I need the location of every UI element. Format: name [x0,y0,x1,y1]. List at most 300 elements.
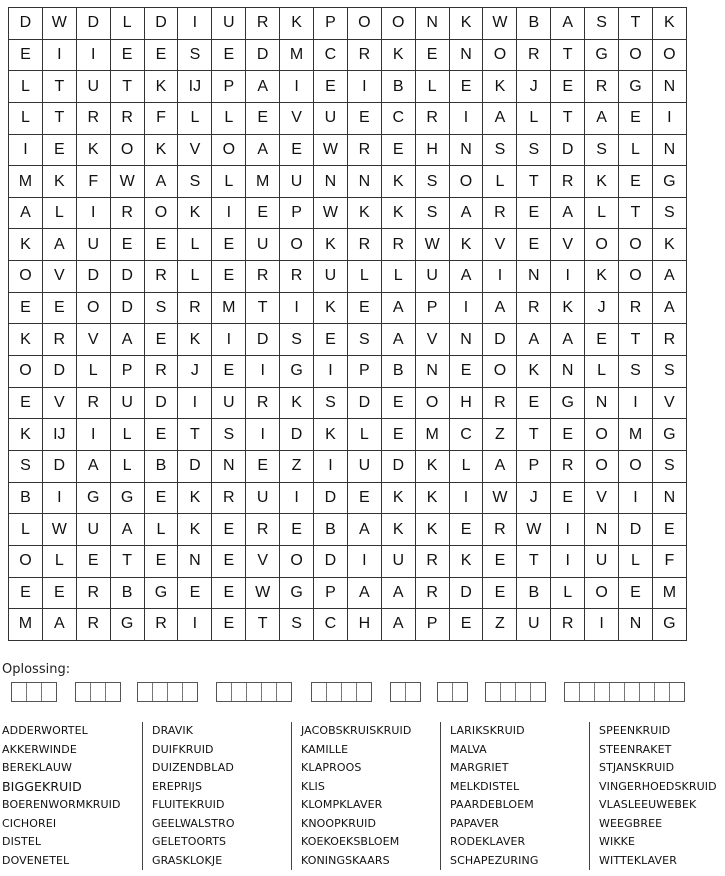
grid-cell[interactable]: P [280,198,314,230]
grid-cell[interactable]: A [551,198,585,230]
grid-cell[interactable]: W [517,514,551,546]
grid-cell[interactable]: E [145,229,179,261]
grid-cell[interactable]: T [619,324,653,356]
solution-letter-box[interactable] [531,683,546,701]
grid-cell[interactable]: E [450,514,484,546]
grid-cell[interactable]: I [619,483,653,515]
grid-cell[interactable]: F [145,103,179,135]
grid-cell[interactable]: I [653,103,687,135]
grid-cell[interactable]: O [111,135,145,167]
grid-cell[interactable]: I [178,609,212,641]
grid-cell[interactable]: N [585,388,619,420]
grid-cell[interactable]: G [111,609,145,641]
grid-cell[interactable]: R [348,135,382,167]
grid-cell[interactable]: R [145,609,179,641]
grid-cell[interactable]: O [9,356,43,388]
grid-cell[interactable]: W [314,135,348,167]
grid-cell[interactable]: I [280,483,314,515]
grid-cell[interactable]: K [416,451,450,483]
grid-cell[interactable]: N [551,356,585,388]
grid-cell[interactable]: K [178,198,212,230]
grid-cell[interactable]: B [111,578,145,610]
grid-cell[interactable]: B [314,514,348,546]
grid-cell[interactable]: G [77,483,111,515]
grid-cell[interactable]: U [246,483,280,515]
grid-cell[interactable]: I [246,356,280,388]
grid-cell[interactable]: O [619,451,653,483]
grid-cell[interactable]: G [653,609,687,641]
grid-cell[interactable]: P [348,356,382,388]
grid-cell[interactable]: L [9,103,43,135]
solution-letter-box[interactable] [391,683,406,701]
grid-cell[interactable]: M [246,166,280,198]
grid-cell[interactable]: I [43,40,77,72]
grid-cell[interactable]: M [416,419,450,451]
grid-cell[interactable]: E [246,451,280,483]
grid-cell[interactable]: S [416,166,450,198]
grid-cell[interactable]: E [348,103,382,135]
grid-cell[interactable]: A [9,198,43,230]
grid-cell[interactable]: A [43,609,77,641]
grid-cell[interactable]: E [382,419,416,451]
grid-cell[interactable]: P [111,356,145,388]
grid-cell[interactable]: D [77,8,111,40]
solution-letter-box[interactable] [595,683,610,701]
solution-letter-box[interactable] [232,683,247,701]
solution-letter-box[interactable] [640,683,655,701]
grid-cell[interactable]: L [483,166,517,198]
grid-cell[interactable]: E [9,293,43,325]
grid-cell[interactable]: E [212,229,246,261]
grid-cell[interactable]: N [212,451,246,483]
grid-cell[interactable]: E [450,71,484,103]
grid-cell[interactable]: E [619,166,653,198]
grid-cell[interactable]: I [483,261,517,293]
grid-cell[interactable]: L [450,451,484,483]
grid-cell[interactable]: L [212,103,246,135]
grid-cell[interactable]: U [212,388,246,420]
grid-cell[interactable]: D [246,40,280,72]
grid-cell[interactable]: M [280,40,314,72]
grid-cell[interactable]: L [517,103,551,135]
grid-cell[interactable]: S [619,356,653,388]
grid-cell[interactable]: D [77,261,111,293]
grid-cell[interactable]: I [178,8,212,40]
grid-cell[interactable]: B [517,578,551,610]
grid-cell[interactable]: L [9,514,43,546]
grid-cell[interactable]: R [77,578,111,610]
grid-cell[interactable]: B [145,451,179,483]
grid-cell[interactable]: E [43,135,77,167]
grid-cell[interactable]: S [9,451,43,483]
grid-cell[interactable]: E [653,514,687,546]
grid-cell[interactable]: O [585,419,619,451]
grid-cell[interactable]: L [619,546,653,578]
grid-cell[interactable]: N [450,40,484,72]
grid-cell[interactable]: N [653,483,687,515]
grid-cell[interactable]: A [551,324,585,356]
grid-cell[interactable]: I [551,514,585,546]
grid-cell[interactable]: V [551,229,585,261]
grid-cell[interactable]: H [450,388,484,420]
solution-letter-box[interactable] [183,683,198,701]
grid-cell[interactable]: L [585,356,619,388]
grid-cell[interactable]: E [43,293,77,325]
grid-cell[interactable]: R [77,388,111,420]
grid-cell[interactable]: R [416,103,450,135]
solution-letter-box[interactable] [42,683,57,701]
grid-cell[interactable]: U [246,229,280,261]
grid-cell[interactable]: E [145,546,179,578]
grid-cell[interactable]: A [450,261,484,293]
grid-cell[interactable]: A [348,578,382,610]
grid-cell[interactable]: I [585,609,619,641]
grid-cell[interactable]: I [178,388,212,420]
grid-cell[interactable]: E [43,578,77,610]
grid-cell[interactable]: K [653,8,687,40]
grid-cell[interactable]: E [416,40,450,72]
grid-cell[interactable]: R [585,71,619,103]
solution-letter-box[interactable] [565,683,580,701]
grid-cell[interactable]: W [483,483,517,515]
grid-cell[interactable]: K [348,198,382,230]
grid-cell[interactable]: L [9,71,43,103]
grid-cell[interactable]: E [382,388,416,420]
solution-letter-box[interactable] [106,683,121,701]
grid-cell[interactable]: H [416,135,450,167]
grid-cell[interactable]: E [9,578,43,610]
grid-cell[interactable]: D [314,546,348,578]
grid-cell[interactable]: L [348,261,382,293]
grid-cell[interactable]: I [314,451,348,483]
solution-letter-box[interactable] [217,683,232,701]
grid-cell[interactable]: O [348,8,382,40]
grid-cell[interactable]: IJ [178,71,212,103]
grid-cell[interactable]: R [382,229,416,261]
grid-cell[interactable]: T [619,198,653,230]
grid-cell[interactable]: A [382,293,416,325]
grid-cell[interactable]: K [483,71,517,103]
grid-cell[interactable]: R [145,261,179,293]
solution-letter-box[interactable] [327,683,342,701]
grid-cell[interactable]: I [619,388,653,420]
grid-cell[interactable]: E [246,198,280,230]
grid-cell[interactable]: I [450,483,484,515]
grid-cell[interactable]: T [551,103,585,135]
grid-cell[interactable]: K [382,514,416,546]
grid-cell[interactable]: A [483,451,517,483]
grid-cell[interactable]: U [77,229,111,261]
grid-cell[interactable]: K [416,514,450,546]
grid-cell[interactable]: A [382,578,416,610]
grid-cell[interactable]: P [517,451,551,483]
grid-cell[interactable]: S [585,135,619,167]
grid-cell[interactable]: I [551,261,585,293]
grid-cell[interactable]: A [145,166,179,198]
grid-cell[interactable]: D [111,261,145,293]
grid-cell[interactable]: D [178,451,212,483]
grid-cell[interactable]: N [517,261,551,293]
grid-cell[interactable]: M [9,609,43,641]
grid-cell[interactable]: R [145,356,179,388]
grid-cell[interactable]: E [619,103,653,135]
grid-cell[interactable]: R [483,198,517,230]
grid-cell[interactable]: V [585,483,619,515]
grid-cell[interactable]: D [382,451,416,483]
grid-cell[interactable]: E [9,40,43,72]
grid-cell[interactable]: V [483,229,517,261]
grid-cell[interactable]: R [551,166,585,198]
grid-cell[interactable]: N [619,609,653,641]
grid-cell[interactable]: L [382,261,416,293]
grid-cell[interactable]: G [551,388,585,420]
grid-cell[interactable]: O [585,229,619,261]
grid-cell[interactable]: W [314,198,348,230]
grid-cell[interactable]: L [212,166,246,198]
grid-cell[interactable]: O [416,388,450,420]
grid-cell[interactable]: L [43,198,77,230]
grid-cell[interactable]: S [314,388,348,420]
grid-cell[interactable]: N [314,166,348,198]
grid-cell[interactable]: E [551,419,585,451]
solution-letter-box[interactable] [610,683,625,701]
grid-cell[interactable]: N [416,356,450,388]
grid-cell[interactable]: L [178,261,212,293]
grid-cell[interactable]: S [145,293,179,325]
grid-cell[interactable]: E [517,198,551,230]
grid-cell[interactable]: A [111,324,145,356]
grid-cell[interactable]: E [551,483,585,515]
grid-cell[interactable]: A [246,71,280,103]
grid-cell[interactable]: K [280,388,314,420]
grid-cell[interactable]: K [517,356,551,388]
grid-cell[interactable]: S [416,198,450,230]
grid-cell[interactable]: A [382,609,416,641]
grid-cell[interactable]: K [450,8,484,40]
grid-cell[interactable]: R [246,388,280,420]
grid-cell[interactable]: O [77,293,111,325]
grid-cell[interactable]: S [483,135,517,167]
grid-cell[interactable]: A [111,514,145,546]
grid-cell[interactable]: K [9,419,43,451]
grid-cell[interactable]: L [619,135,653,167]
grid-cell[interactable]: R [348,40,382,72]
grid-cell[interactable]: D [450,578,484,610]
grid-cell[interactable]: U [212,8,246,40]
grid-cell[interactable]: T [111,71,145,103]
grid-cell[interactable]: J [517,71,551,103]
grid-cell[interactable]: K [382,40,416,72]
grid-cell[interactable]: T [246,293,280,325]
grid-cell[interactable]: Z [483,419,517,451]
grid-cell[interactable]: I [348,71,382,103]
grid-cell[interactable]: C [314,40,348,72]
grid-cell[interactable]: E [314,71,348,103]
grid-cell[interactable]: E [348,293,382,325]
grid-cell[interactable]: G [619,71,653,103]
grid-cell[interactable]: A [483,103,517,135]
grid-cell[interactable]: E [212,514,246,546]
grid-cell[interactable]: W [416,229,450,261]
solution-letter-box[interactable] [76,683,91,701]
grid-cell[interactable]: R [416,578,450,610]
grid-cell[interactable]: G [280,578,314,610]
grid-cell[interactable]: E [145,419,179,451]
grid-cell[interactable]: B [382,356,416,388]
grid-cell[interactable]: M [212,293,246,325]
grid-cell[interactable]: O [585,451,619,483]
grid-cell[interactable]: V [43,388,77,420]
grid-cell[interactable]: T [43,71,77,103]
grid-cell[interactable]: K [551,293,585,325]
grid-cell[interactable]: K [382,483,416,515]
grid-cell[interactable]: M [619,419,653,451]
grid-cell[interactable]: S [653,451,687,483]
grid-cell[interactable]: O [653,40,687,72]
grid-cell[interactable]: E [585,324,619,356]
grid-cell[interactable]: O [619,261,653,293]
grid-cell[interactable]: K [314,419,348,451]
grid-cell[interactable]: E [348,483,382,515]
grid-cell[interactable]: L [416,71,450,103]
grid-cell[interactable]: Z [280,451,314,483]
grid-cell[interactable]: U [77,514,111,546]
grid-cell[interactable]: U [314,261,348,293]
grid-cell[interactable]: D [246,324,280,356]
grid-cell[interactable]: E [551,71,585,103]
grid-cell[interactable]: E [145,40,179,72]
grid-cell[interactable]: T [551,40,585,72]
solution-letter-box[interactable] [12,683,27,701]
grid-cell[interactable]: R [77,609,111,641]
grid-cell[interactable]: E [517,388,551,420]
grid-cell[interactable]: K [145,135,179,167]
grid-cell[interactable]: V [246,546,280,578]
grid-cell[interactable]: U [382,546,416,578]
grid-cell[interactable]: D [145,388,179,420]
solution-letter-box[interactable] [168,683,183,701]
grid-cell[interactable]: M [653,578,687,610]
grid-cell[interactable]: O [382,8,416,40]
grid-cell[interactable]: O [212,135,246,167]
grid-cell[interactable]: G [280,356,314,388]
grid-cell[interactable]: E [212,40,246,72]
grid-cell[interactable]: A [483,293,517,325]
grid-cell[interactable]: L [585,198,619,230]
grid-cell[interactable]: E [178,578,212,610]
solution-letter-box[interactable] [438,683,453,701]
grid-cell[interactable]: R [483,514,517,546]
grid-cell[interactable]: K [416,483,450,515]
grid-cell[interactable]: E [9,388,43,420]
grid-cell[interactable]: O [9,546,43,578]
grid-cell[interactable]: T [246,609,280,641]
grid-cell[interactable]: K [9,229,43,261]
grid-cell[interactable]: U [348,451,382,483]
grid-cell[interactable]: E [280,135,314,167]
grid-cell[interactable]: L [111,8,145,40]
grid-cell[interactable]: I [212,324,246,356]
grid-cell[interactable]: C [314,609,348,641]
grid-cell[interactable]: T [43,103,77,135]
grid-cell[interactable]: P [314,578,348,610]
grid-cell[interactable]: V [43,261,77,293]
grid-cell[interactable]: K [43,166,77,198]
grid-cell[interactable]: R [348,229,382,261]
grid-cell[interactable]: L [348,419,382,451]
grid-cell[interactable]: E [619,578,653,610]
grid-cell[interactable]: I [551,546,585,578]
grid-cell[interactable]: V [280,103,314,135]
grid-cell[interactable]: E [212,609,246,641]
grid-cell[interactable]: I [77,40,111,72]
grid-cell[interactable]: U [314,103,348,135]
grid-cell[interactable]: R [111,103,145,135]
grid-cell[interactable]: I [314,356,348,388]
grid-cell[interactable]: F [77,166,111,198]
grid-cell[interactable]: U [77,71,111,103]
grid-cell[interactable]: D [145,8,179,40]
grid-cell[interactable]: K [382,166,416,198]
grid-cell[interactable]: D [43,356,77,388]
grid-cell[interactable]: E [77,546,111,578]
solution-letter-box[interactable] [91,683,106,701]
grid-cell[interactable]: O [585,578,619,610]
grid-cell[interactable]: L [77,356,111,388]
grid-cell[interactable]: C [450,419,484,451]
grid-cell[interactable]: S [585,8,619,40]
grid-cell[interactable]: K [145,71,179,103]
grid-cell[interactable]: U [517,609,551,641]
grid-cell[interactable]: R [246,8,280,40]
grid-cell[interactable]: K [178,514,212,546]
grid-cell[interactable]: S [212,419,246,451]
grid-cell[interactable]: F [653,546,687,578]
grid-cell[interactable]: K [314,229,348,261]
grid-cell[interactable]: E [111,229,145,261]
grid-cell[interactable]: A [382,324,416,356]
solution-letter-box[interactable] [247,683,262,701]
grid-cell[interactable]: W [111,166,145,198]
grid-cell[interactable]: U [585,546,619,578]
grid-cell[interactable]: R [280,261,314,293]
grid-cell[interactable]: O [483,40,517,72]
grid-cell[interactable]: K [585,166,619,198]
solution-letter-box[interactable] [486,683,501,701]
grid-cell[interactable]: T [178,419,212,451]
grid-cell[interactable]: E [212,261,246,293]
grid-cell[interactable]: T [517,166,551,198]
grid-cell[interactable]: O [9,261,43,293]
grid-cell[interactable]: O [280,546,314,578]
grid-cell[interactable]: E [450,356,484,388]
grid-cell[interactable]: D [43,451,77,483]
grid-cell[interactable]: A [43,229,77,261]
grid-cell[interactable]: R [212,483,246,515]
grid-cell[interactable]: L [111,419,145,451]
grid-cell[interactable]: J [517,483,551,515]
grid-cell[interactable]: K [178,483,212,515]
grid-cell[interactable]: R [619,293,653,325]
grid-cell[interactable]: I [212,198,246,230]
grid-cell[interactable]: T [619,8,653,40]
grid-cell[interactable]: A [551,8,585,40]
grid-cell[interactable]: B [382,71,416,103]
grid-cell[interactable]: K [585,261,619,293]
grid-cell[interactable]: P [416,609,450,641]
grid-cell[interactable]: S [517,135,551,167]
grid-cell[interactable]: G [111,483,145,515]
